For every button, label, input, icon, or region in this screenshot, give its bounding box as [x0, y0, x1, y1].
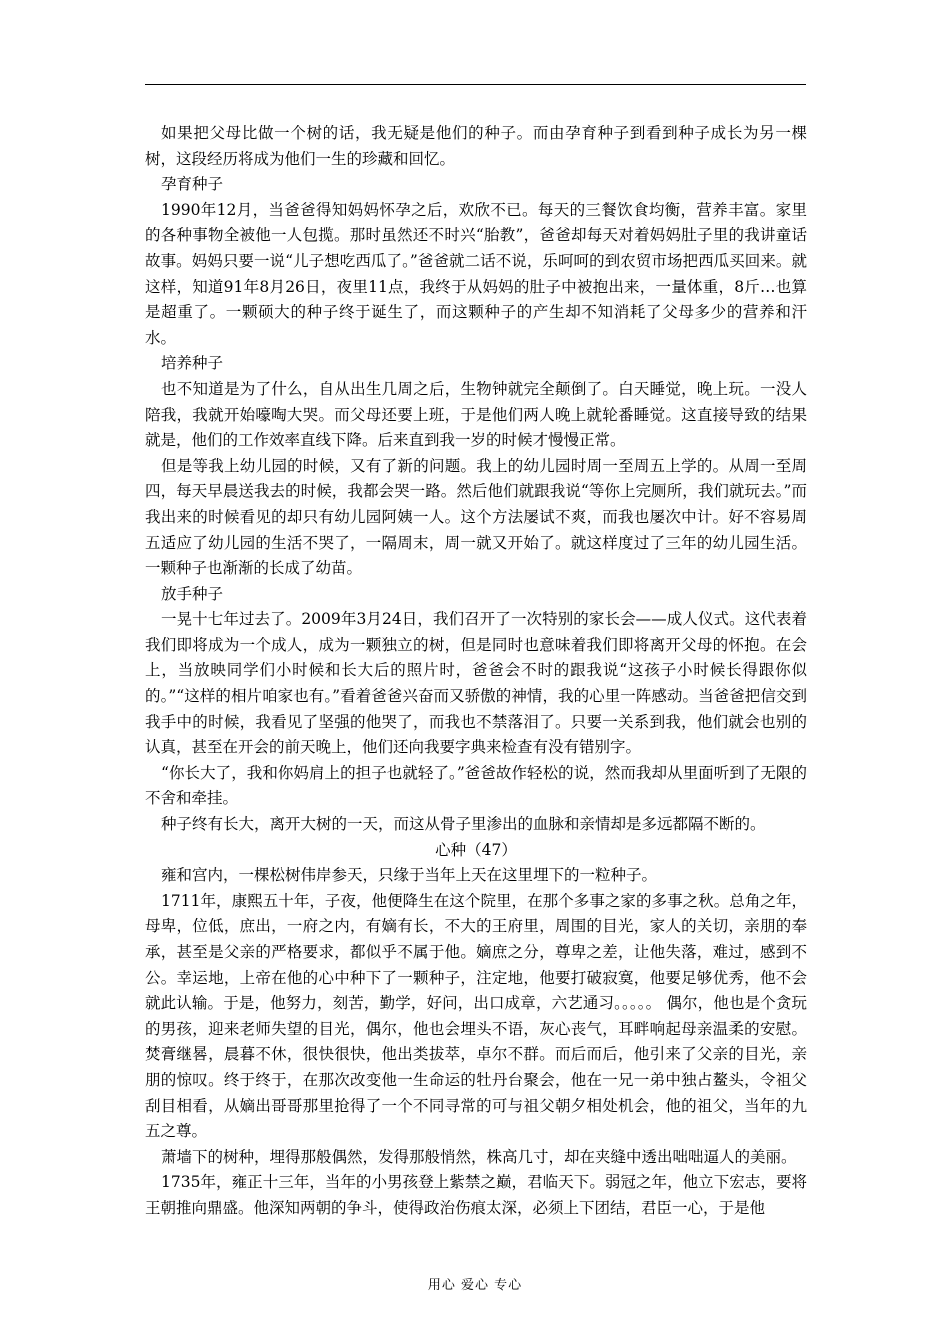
section-heading-cultivate-seed: 培养种子 [161, 354, 224, 373]
paragraph: “你长大了，我和你妈肩上的担子也就轻了。”爸爸故作轻松的说，然而我却从里面听到了无限的不舍和牵挂。 [145, 763, 807, 808]
paragraph: 1990年12月，当爸爸得知妈妈怀孕之后，欢欣不已。每天的三餐饮食均衡，营养丰富。家里的各种事物全被他一人包揽。那时虽然还不时兴“胎教”，爸爸却每天对着妈妈肚子里的我讲童话故事。妈妈只要一说“儿子想吃西瓜了。”爸爸就二话不说，乐呵呵的到农贸市场把西瓜买回来。就这样，知道91年8月26日，夜里11点，我终于从妈妈的肚子中被抱出来，一量体重，8斤…也算是超重了。一颗硕大的种子终于诞生了，而这颗种子的产生却不知消耗了父母多少的营养和汗水。 [145, 200, 807, 347]
essay-title: 心种（47） [435, 840, 517, 859]
section-heading-release-seed: 放手种子 [161, 584, 224, 603]
document-body [145, 121, 807, 1222]
header-rule [145, 84, 806, 85]
paragraph: 也不知道是为了什么，自从出生几周之后，生物钟就完全颠倒了。白天睡觉，晚上玩。一没人陪我，我就开始嚎啕大哭。而父母还要上班，于是他们两人晚上就轮番睡觉。这直接导致的结果就是，他们的工作效率直线下降。后来直到我一岁的时候才慢慢正常。 [145, 379, 807, 450]
paragraph: 一晃十七年过去了。2009年3月24日，我们召开了一次特别的家长会——成人仪式。这代表着我们即将成为一个成人，成为一颗独立的树，但是同时也意味着我们即将离开父母的怀抱。在会上，当放映同学们小时候和长大后的照片时，爸爸会不时的跟我说“这孩子小时候长得跟你似的。”“这样的相片咱家也有。”看着爸爸兴奋而又骄傲的神情，我的心里一阵感动。当爸爸把信交到我手中的时候，我看见了坚强的他哭了，而我也不禁落泪了。只要一关系到我，他们就会也别的认真，甚至在开会的前天晚上，他们还向我要字典来检查有没有错别字。 [145, 610, 807, 757]
page-footer: 用心 爱心 专心 [427, 1278, 523, 1293]
paragraph: 萧墙下的树种，埋得那般偶然，发得那般悄然，株高几寸，却在夹缝中透出咄咄逼人的美丽。 [161, 1147, 797, 1166]
paragraph: 1735年，雍正十三年，当年的小男孩登上紫禁之巅，君临天下。弱冠之年，他立下宏志，要将王朝推向鼎盛。他深知两朝的争斗，使得政治伤痕太深，必须上下团结，君臣一心，于是他 [145, 1173, 807, 1217]
paragraph-intro: 如果把父母比做一个树的话，我无疑是他们的种子。而由孕育种子到看到种子成长为另一棵树，这段经历将成为他们一生的珍藏和回忆。 [145, 124, 807, 168]
paragraph-closing: 种子终有长大，离开大树的一天，而这从骨子里渗出的血脉和亲情却是多远都隔不断的。 [161, 815, 766, 834]
paragraph: 雍和宫内，一棵松树伟岸参天，只缘于当年上天在这里埋下的一粒种子。 [161, 866, 658, 885]
paragraph: 1711年，康熙五十年，子夜，他便降生在这个院里，在那个多事之家的多事之秋。总角之年，母卑，位低，庶出，一府之内，有嫡有长，不大的王府里，周围的目光，家人的关切，亲朋的奉承，甚至是父亲的严格要求，都似乎不属于他。嫡庶之分，尊卑之差，让他失落，难过，感到不公。幸运地，上帝在他的心中种下了一颗种子，注定地，他要打破寂寞，他要足够优秀，他不会就此认输。于是，他努力，刻苦，勤学，好问，出口成章，六艺通习。。。。。 偶尔，他也是个贪玩的男孩，迎来老师失望的目光，偶尔，他也会埋头不语，灰心丧气，耳畔响起母亲温柔的安慰。焚膏继晷，晨暮不休，很快很快，他出类拔萃，卓尔不群。而后而后，他引来了父亲的目光，亲朋的惊叹。终于终于，在那次改变他一生命运的牡丹台聚会，他在一兄一弟中独占鳌头，令祖父刮目相看，从嫡出哥哥那里抢得了一个不同寻常的可与祖父朝夕相处机会，他的祖父，当年的九五之尊。 [145, 891, 807, 1141]
section-heading-nurture-seed: 孕育种子 [161, 175, 224, 194]
paragraph: 但是等我上幼儿园的时候，又有了新的问题。我上的幼儿园时周一至周五上学的。从周一至周四，每天早晨送我去的时候，我都会哭一路。然后他们就跟我说“等你上完厕所，我们就玩去。”而我出来的时候看见的却只有幼儿园阿姨一人。这个方法屡试不爽，而我也屡次中计。好不容易周五适应了幼儿园的生活不哭了，一隔周末，周一就又开始了。就这样度过了三年的幼儿园生活。一颗种子也渐渐的长成了幼苗。 [145, 456, 807, 578]
